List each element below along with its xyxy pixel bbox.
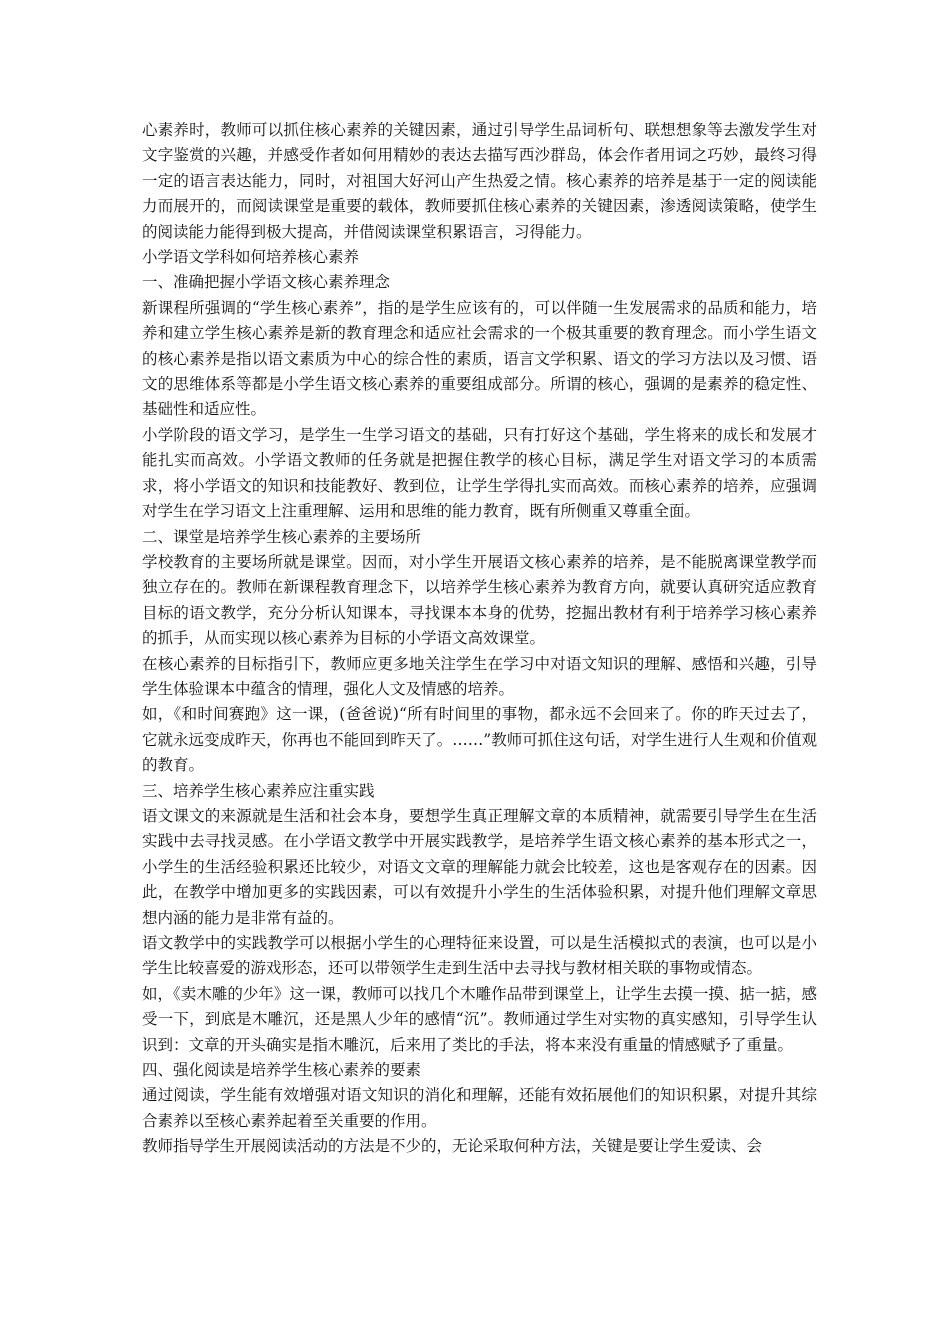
section-heading: 三、培养学生核心素养应注重实践 xyxy=(142,781,375,800)
body-paragraph: 通过阅读，学生能有效增强对语文知识的消化和理解，还能有效拓展他们的知识积累，对提升其综合素养以至核心素养起着至关重要的作用。 xyxy=(142,1086,817,1130)
body-paragraph: 教师指导学生开展阅读活动的方法是不少的，无论采取何种方法，关键是要让学生爱读、会 xyxy=(142,1137,763,1156)
section-heading: 一、准确把握小学语文核心素养理念 xyxy=(142,273,391,292)
section-heading: 四、强化阅读是培养学生核心素养的要素 xyxy=(142,1061,422,1080)
body-paragraph: 学校教育的主要场所就是课堂。因而，对小学生开展语文核心素养的培养，是不能脱离课堂教学而独立存在的。教师在新课程教育理念下，以培养学生核心素养为教育方向，就要认真研究适应教育目标的语文教学，充分分析认知课本，寻找课本本身的优势，挖掘出教材有利于培养学习核心素养的抓手，从而实现以核心素养为目标的小学语文高效课堂。 xyxy=(142,552,817,648)
body-paragraph: 新课程所强调的“学生核心素养”，指的是学生应该有的，可以伴随一生发展需求的品质和能力，培养和建立学生核心素养是新的教育理念和适应社会需求的一个极其重要的教育理念。而小学生语文的核心素养是指以语文素质为中心的综合性的素质，语言文学积累、语文的学习方法以及习惯、语文的思维体系等都是小学生语文核心素养的重要组成部分。所谓的核心，强调的是素养的稳定性、基础性和适应性。 xyxy=(142,298,817,419)
body-paragraph: 在核心素养的目标指引下，教师应更多地关注学生在学习中对语文知识的理解、感悟和兴趣，引导学生体验课本中蕴含的情理，强化人文及情感的培养。 xyxy=(142,654,817,698)
body-paragraph: 语文课文的来源就是生活和社会本身，要想学生真正理解文章的本质精神，就需要引导学生在生活实践中去寻找灵感。在小学语文教学中开展实践教学，是培养学生语文核心素养的基本形式之一，小学生的生活经验积累还比较少，对语文文章的理解能力就会比较差，这也是客观存在的因素。因此，在教学中增加更多的实践因素，可以有效提升小学生的生活体验积累，对提升他们理解文章思想内涵的能力是非常有益的。 xyxy=(142,806,817,927)
article-title: 小学语文学科如何培养核心素养 xyxy=(142,248,360,267)
body-paragraph: 小学阶段的语文学习，是学生一生学习语文的基础，只有打好这个基础，学生将来的成长和发展才能扎实而高效。小学语文教师的任务就是把握住教学的核心目标，满足学生对语文学习的本质需求，将小学语文的知识和技能教好、教到位，让学生学得扎实而高效。而核心素养的培养，应强调对学生在学习语文上注重理解、运用和思维的能力教育，既有所侧重又尊重全面。 xyxy=(142,425,817,521)
body-paragraph: 如，《和时间赛跑》这一课，(爸爸说)“所有时间里的事物，都永远不会回来了。你的昨天过去了，它就永远变成昨天，你再也不能回到昨天了。……”教师可抓住这句话，对学生进行人生观和价值观的教育。 xyxy=(142,705,817,775)
body-paragraph: 语文教学中的实践教学可以根据小学生的心理特征来设置，可以是生活模拟式的表演，也可以是小学生比较喜爱的游戏形态，还可以带领学生走到生活中去寻找与教材相关联的事物或情态。 xyxy=(142,934,817,978)
section-heading: 二、课堂是培养学生核心素养的主要场所 xyxy=(142,527,422,546)
document-body xyxy=(142,118,817,1160)
body-paragraph: 如，《卖木雕的少年》这一课，教师可以找几个木雕作品带到课堂上，让学生去摸一摸、掂一掂，感受一下，到底是木雕沉，还是黑人少年的感情“沉”。教师通过学生对实物的真实感知，引导学生认识到：文章的开头确实是指木雕沉，后来用了类比的手法，将本来没有重量的情感赋予了重量。 xyxy=(142,984,817,1054)
body-paragraph: 心素养时，教师可以抓住核心素养的关键因素，通过引导学生品词析句、联想想象等去激发学生对文字鉴赏的兴趣，并感受作者如何用精妙的表达去描写西沙群岛，体会作者用词之巧妙，最终习得一定的语言表达能力，同时，对祖国大好河山产生热爱之情。核心素养的培养是基于一定的阅读能力而展开的，而阅读课堂是重要的载体，教师要抓住核心素养的关键因素，渗透阅读策略，使学生的阅读能力能得到极大提高，并借阅读课堂积累语言，习得能力。 xyxy=(142,121,817,241)
